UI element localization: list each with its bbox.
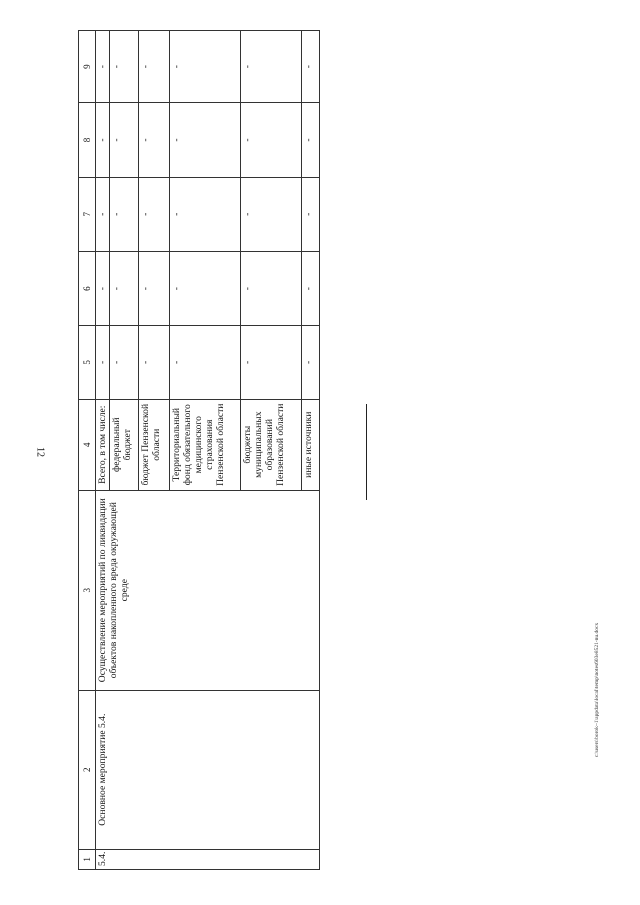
item-name: Основное мероприятие 5.4. (96, 690, 320, 849)
source-cell: федеральный бюджет (110, 399, 139, 490)
source-cell: бюджет Пензенской области (139, 399, 169, 490)
table-container (78, 30, 320, 870)
value-cell: - (96, 177, 110, 251)
header-col-9: 9 (79, 31, 96, 103)
page-number: 12 (34, 447, 46, 457)
source-cell: иные источники (301, 399, 319, 490)
separator-line (366, 404, 367, 500)
header-col-6: 6 (79, 251, 96, 325)
header-col-4: 4 (79, 399, 96, 490)
value-cell: - (241, 177, 302, 251)
value-cell: - (169, 326, 241, 399)
header-col-5: 5 (79, 326, 96, 399)
value-cell: - (96, 326, 110, 399)
header-col-2: 2 (79, 690, 96, 849)
financing-table (78, 30, 320, 870)
value-cell: - (139, 251, 169, 325)
value-cell: - (301, 103, 319, 177)
value-cell: - (301, 31, 319, 103)
value-cell: - (169, 177, 241, 251)
value-cell: - (139, 31, 169, 103)
value-cell: - (301, 177, 319, 251)
header-col-3: 3 (79, 490, 96, 690)
value-cell: - (301, 326, 319, 399)
item-number: 5.4. (96, 849, 320, 869)
value-cell: - (169, 103, 241, 177)
value-cell: - (169, 251, 241, 325)
value-cell: - (139, 103, 169, 177)
header-col-1: 1 (79, 849, 96, 869)
value-cell: - (241, 251, 302, 325)
value-cell: - (110, 31, 139, 103)
header-row (79, 31, 96, 870)
value-cell: - (139, 326, 169, 399)
value-cell: - (241, 326, 302, 399)
value-cell: - (301, 251, 319, 325)
value-cell: - (110, 326, 139, 399)
value-cell: - (241, 31, 302, 103)
value-cell: - (110, 103, 139, 177)
source-cell: Всего, в том числе: (96, 399, 110, 490)
value-cell: - (96, 251, 110, 325)
value-cell: - (96, 103, 110, 177)
value-cell: - (241, 103, 302, 177)
value-cell: - (139, 177, 169, 251)
value-cell: - (110, 177, 139, 251)
header-col-8: 8 (79, 103, 96, 177)
item-description: Осуществление мероприятий по ликвидации объектов накопленного вреда окружающей среде (96, 490, 320, 690)
source-cell: Территориальный фонд обязательного медицинского страхования Пензенской области (169, 399, 241, 490)
source-cell: бюджеты муниципальных образований Пензенской области (241, 399, 302, 490)
rotated-table-wrapper (78, 30, 320, 870)
footer-file-path: c:\users\borok~1\appdata\local\temp\notes603e8521-nu.docx (594, 622, 600, 758)
value-cell: - (169, 31, 241, 103)
header-col-7: 7 (79, 177, 96, 251)
value-cell: - (96, 31, 110, 103)
value-cell: - (110, 251, 139, 325)
table-row (96, 31, 110, 870)
